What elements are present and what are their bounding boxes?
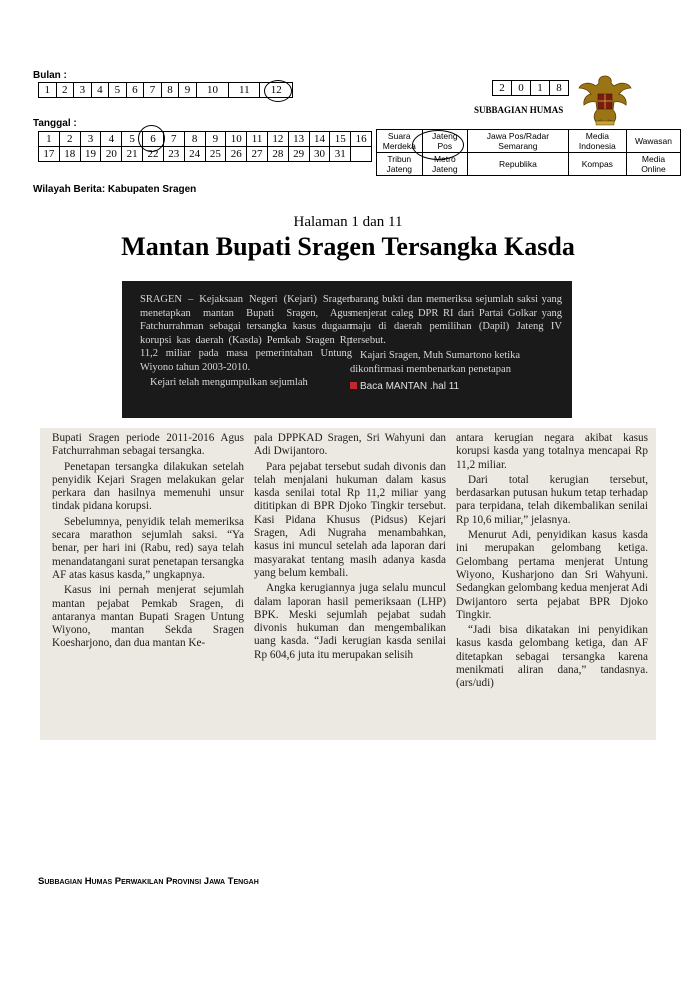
month-cell: 1 <box>39 83 57 98</box>
day-cell: 14 <box>309 132 330 147</box>
body-column-2 <box>254 432 446 664</box>
month-cell: 10 <box>196 83 228 98</box>
media-jateng-pos: Jateng Pos <box>422 130 468 153</box>
day-cell: 4 <box>101 132 122 147</box>
year-digit: 2 <box>493 81 512 96</box>
day-cell: 1 <box>39 132 60 147</box>
media-wawasan: Wawasan <box>626 130 680 153</box>
month-cell: 11 <box>229 83 260 98</box>
body-paragraph: Menurut Adi, penyidikan kasus kasda ini merupakan gelombang ketiga. Gelombang pertama menjerat Untung Wiyono, Kusharjono dan Sri Wahyuni. Sedangkan gelombang kedua menjerat Adi Dwijantoro serta pejabat BPR Djoko Tingkir. <box>456 529 648 621</box>
day-cell: 7 <box>163 132 184 147</box>
red-square-icon <box>350 382 357 389</box>
footer-text: Subbagian Humas Perwakilan Provinsi Jawa Tengah <box>38 876 259 887</box>
day-cell: 20 <box>101 147 122 162</box>
day-cell: 17 <box>39 147 60 162</box>
month-cell: 2 <box>56 83 74 98</box>
media-kompas: Kompas <box>568 153 626 176</box>
body-paragraph: Penetapan tersangka dilakukan setelah penyidik Kejari Sragen melakukan gelar perkara dan hasilnya memenuhi unsur tindak pidana korupsi. <box>52 460 244 513</box>
banner-lead-paragraph: SRAGEN – Kejaksaan Negeri (Kejari) Sragen menetapkan mantan Bupati Sragen, Agus Fatchurrahman sebagai tersangka kasus dugaan korupsi kas daerah (Kasda) Pemkab Sragen Rp 11,2 miliar pada masa pemerintahan Untung Wiyono tahun 2003-2010. <box>140 294 352 373</box>
body-paragraph: Bupati Sragen periode 2011-2016 Agus Fatchurrahman sebagai tersangka. <box>52 432 244 458</box>
month-cell: 8 <box>161 83 179 98</box>
day-cell: 5 <box>122 132 143 147</box>
day-cell: 18 <box>59 147 80 162</box>
day-cell: 12 <box>267 132 288 147</box>
day-cell: 23 <box>163 147 184 162</box>
month-cell: 12 <box>260 83 293 98</box>
day-cell <box>351 147 372 162</box>
baca-text: Baca MANTAN .hal 11 <box>360 381 460 392</box>
month-cell: 5 <box>109 83 127 98</box>
headline: Mantan Bupati Sragen Tersangka Kasda <box>121 232 575 261</box>
year-grid <box>492 80 569 96</box>
day-cell: 16 <box>351 132 372 147</box>
day-cell: 27 <box>247 147 268 162</box>
media-metro-jateng: Metro Jateng <box>422 153 468 176</box>
media-suara-merdeka: Suara Merdeka <box>377 130 423 153</box>
media-tribun-jateng: Tribun Jateng <box>377 153 423 176</box>
article-body <box>40 428 656 740</box>
media-selection-circle <box>412 130 464 160</box>
day-cell: 19 <box>80 147 101 162</box>
day-cell: 22 <box>143 147 164 162</box>
wilayah-berita: Wilayah Berita: Kabupaten Sragen <box>33 184 197 195</box>
year-digit: 1 <box>531 81 550 96</box>
year-digit: 0 <box>512 81 531 96</box>
day-cell: 8 <box>184 132 205 147</box>
month-cell: 7 <box>144 83 162 98</box>
month-cell: 6 <box>126 83 144 98</box>
media-media-indonesia: Media Indonesia <box>568 130 626 153</box>
day-cell: 24 <box>184 147 205 162</box>
media-republika: Republika <box>468 153 569 176</box>
year-digit: 8 <box>550 81 569 96</box>
banner-paragraph: Kajari Sragen, Muh Sumartono ketika dikonfirmasi membenarkan penetapan <box>350 350 521 375</box>
day-cell: 3 <box>80 132 101 147</box>
body-paragraph: antara kerugian negara akibat kasus korupsi kasda yang totalnya mencapai Rp 11,2 miliar. <box>456 432 648 471</box>
body-paragraph: Para pejabat tersebut sudah divonis dan telah menjalani hukuman dalam kasus kasda senilai total Rp 11,2 miliar yang dititipkan di BPR Djoko Tingkir tersebut. Kasi Pidana Khusus (Pidsus) Kejari Sragen, Adi Nugraha menambahkan, kasus ini muncul setelah ada laporan dari masyarakat tentang masih adanya kasda yang belum kembali. <box>254 460 446 579</box>
banner-column-right <box>350 293 562 394</box>
body-paragraph: Angka kerugiannya juga selalu muncul dalam laporan hasil pemeriksaan (LHP) BPK. Meski sejumlah pejabat sudah divonis hukuman dan mengembalikan uang kasda. “Jadi kerugian kasda senilai Rp 604,6 juta itu merupakan selisih <box>254 582 446 661</box>
day-cell: 26 <box>226 147 247 162</box>
day-cell: 10 <box>226 132 247 147</box>
day-cell: 21 <box>122 147 143 162</box>
month-cell: 9 <box>179 83 197 98</box>
day-selection-circle <box>138 125 165 152</box>
body-paragraph: Sebelumnya, penyidik telah memeriksa secara marathon sejumlah saksi. “Ya benar, per hari ini (Rabu, red) saya telah menandatangani surat penetapan tersangka AF atas kasus kasda,” ungkapnya. <box>52 515 244 581</box>
body-paragraph: “Jadi bisa dikatakan ini penyidikan kasus kasda gelombang ketiga, dan AF ditetapkan sebagai tersangka karena menikmati aliran dana,” tandasnya.(ars/udi) <box>456 624 648 690</box>
body-column-3 <box>456 432 648 693</box>
day-cell: 25 <box>205 147 226 162</box>
day-cell: 6 <box>143 132 164 147</box>
day-cell: 9 <box>205 132 226 147</box>
page-reference: Halaman 1 dan 11 <box>293 214 403 230</box>
bulan-label: Bulan : <box>33 70 67 81</box>
media-jawa-pos: Jawa Pos/Radar Semarang <box>468 130 569 153</box>
day-cell: 29 <box>288 147 309 162</box>
day-cell: 30 <box>309 147 330 162</box>
body-paragraph: Dari total kerugian tersebut, berdasarkan putusan hukum tetap terhadap para terpidana, telah dikembalikan senilai Rp 10,6 miliar,” jelasnya. <box>456 473 648 526</box>
banner-paragraph: barang bukti dan memeriksa sejumlah saksi yang menjerat caleg DPR RI dari Partai Golkar yang maju di daerah pemilihan (Dapil) Jateng IV tersebut. <box>350 294 562 346</box>
month-cell: 3 <box>74 83 92 98</box>
org-name: SUBBAGIAN HUMAS <box>474 105 564 115</box>
day-cell: 31 <box>330 147 351 162</box>
day-cell: 15 <box>330 132 351 147</box>
month-selection-circle <box>264 80 292 102</box>
banner-paragraph: Kejari telah mengumpulkan sejumlah <box>150 377 308 388</box>
body-paragraph: pala DPPKAD Sragen, Sri Wahyuni dan Adi Dwijantoro. <box>254 432 446 458</box>
body-paragraph: Kasus ini pernah menjerat sejumlah mantan pejabat Pemkab Sragen, di antaranya mantan Bupati Sragen Untung Wiyono, mantan Sekda Sragen Koesharjono, dan dua mantan Ke- <box>52 584 244 650</box>
day-cell: 13 <box>288 132 309 147</box>
month-grid <box>38 82 293 98</box>
media-online: Media Online <box>626 153 680 176</box>
day-cell: 11 <box>247 132 268 147</box>
day-cell: 28 <box>267 147 288 162</box>
body-column-1 <box>52 432 244 653</box>
date-grid <box>38 131 372 162</box>
month-cell: 4 <box>91 83 109 98</box>
tanggal-label: Tanggal : <box>33 118 77 129</box>
day-cell: 2 <box>59 132 80 147</box>
garuda-emblem-icon <box>576 70 634 128</box>
banner-column-left <box>140 293 352 390</box>
lead-banner <box>122 281 572 418</box>
baca-reference <box>350 380 562 394</box>
